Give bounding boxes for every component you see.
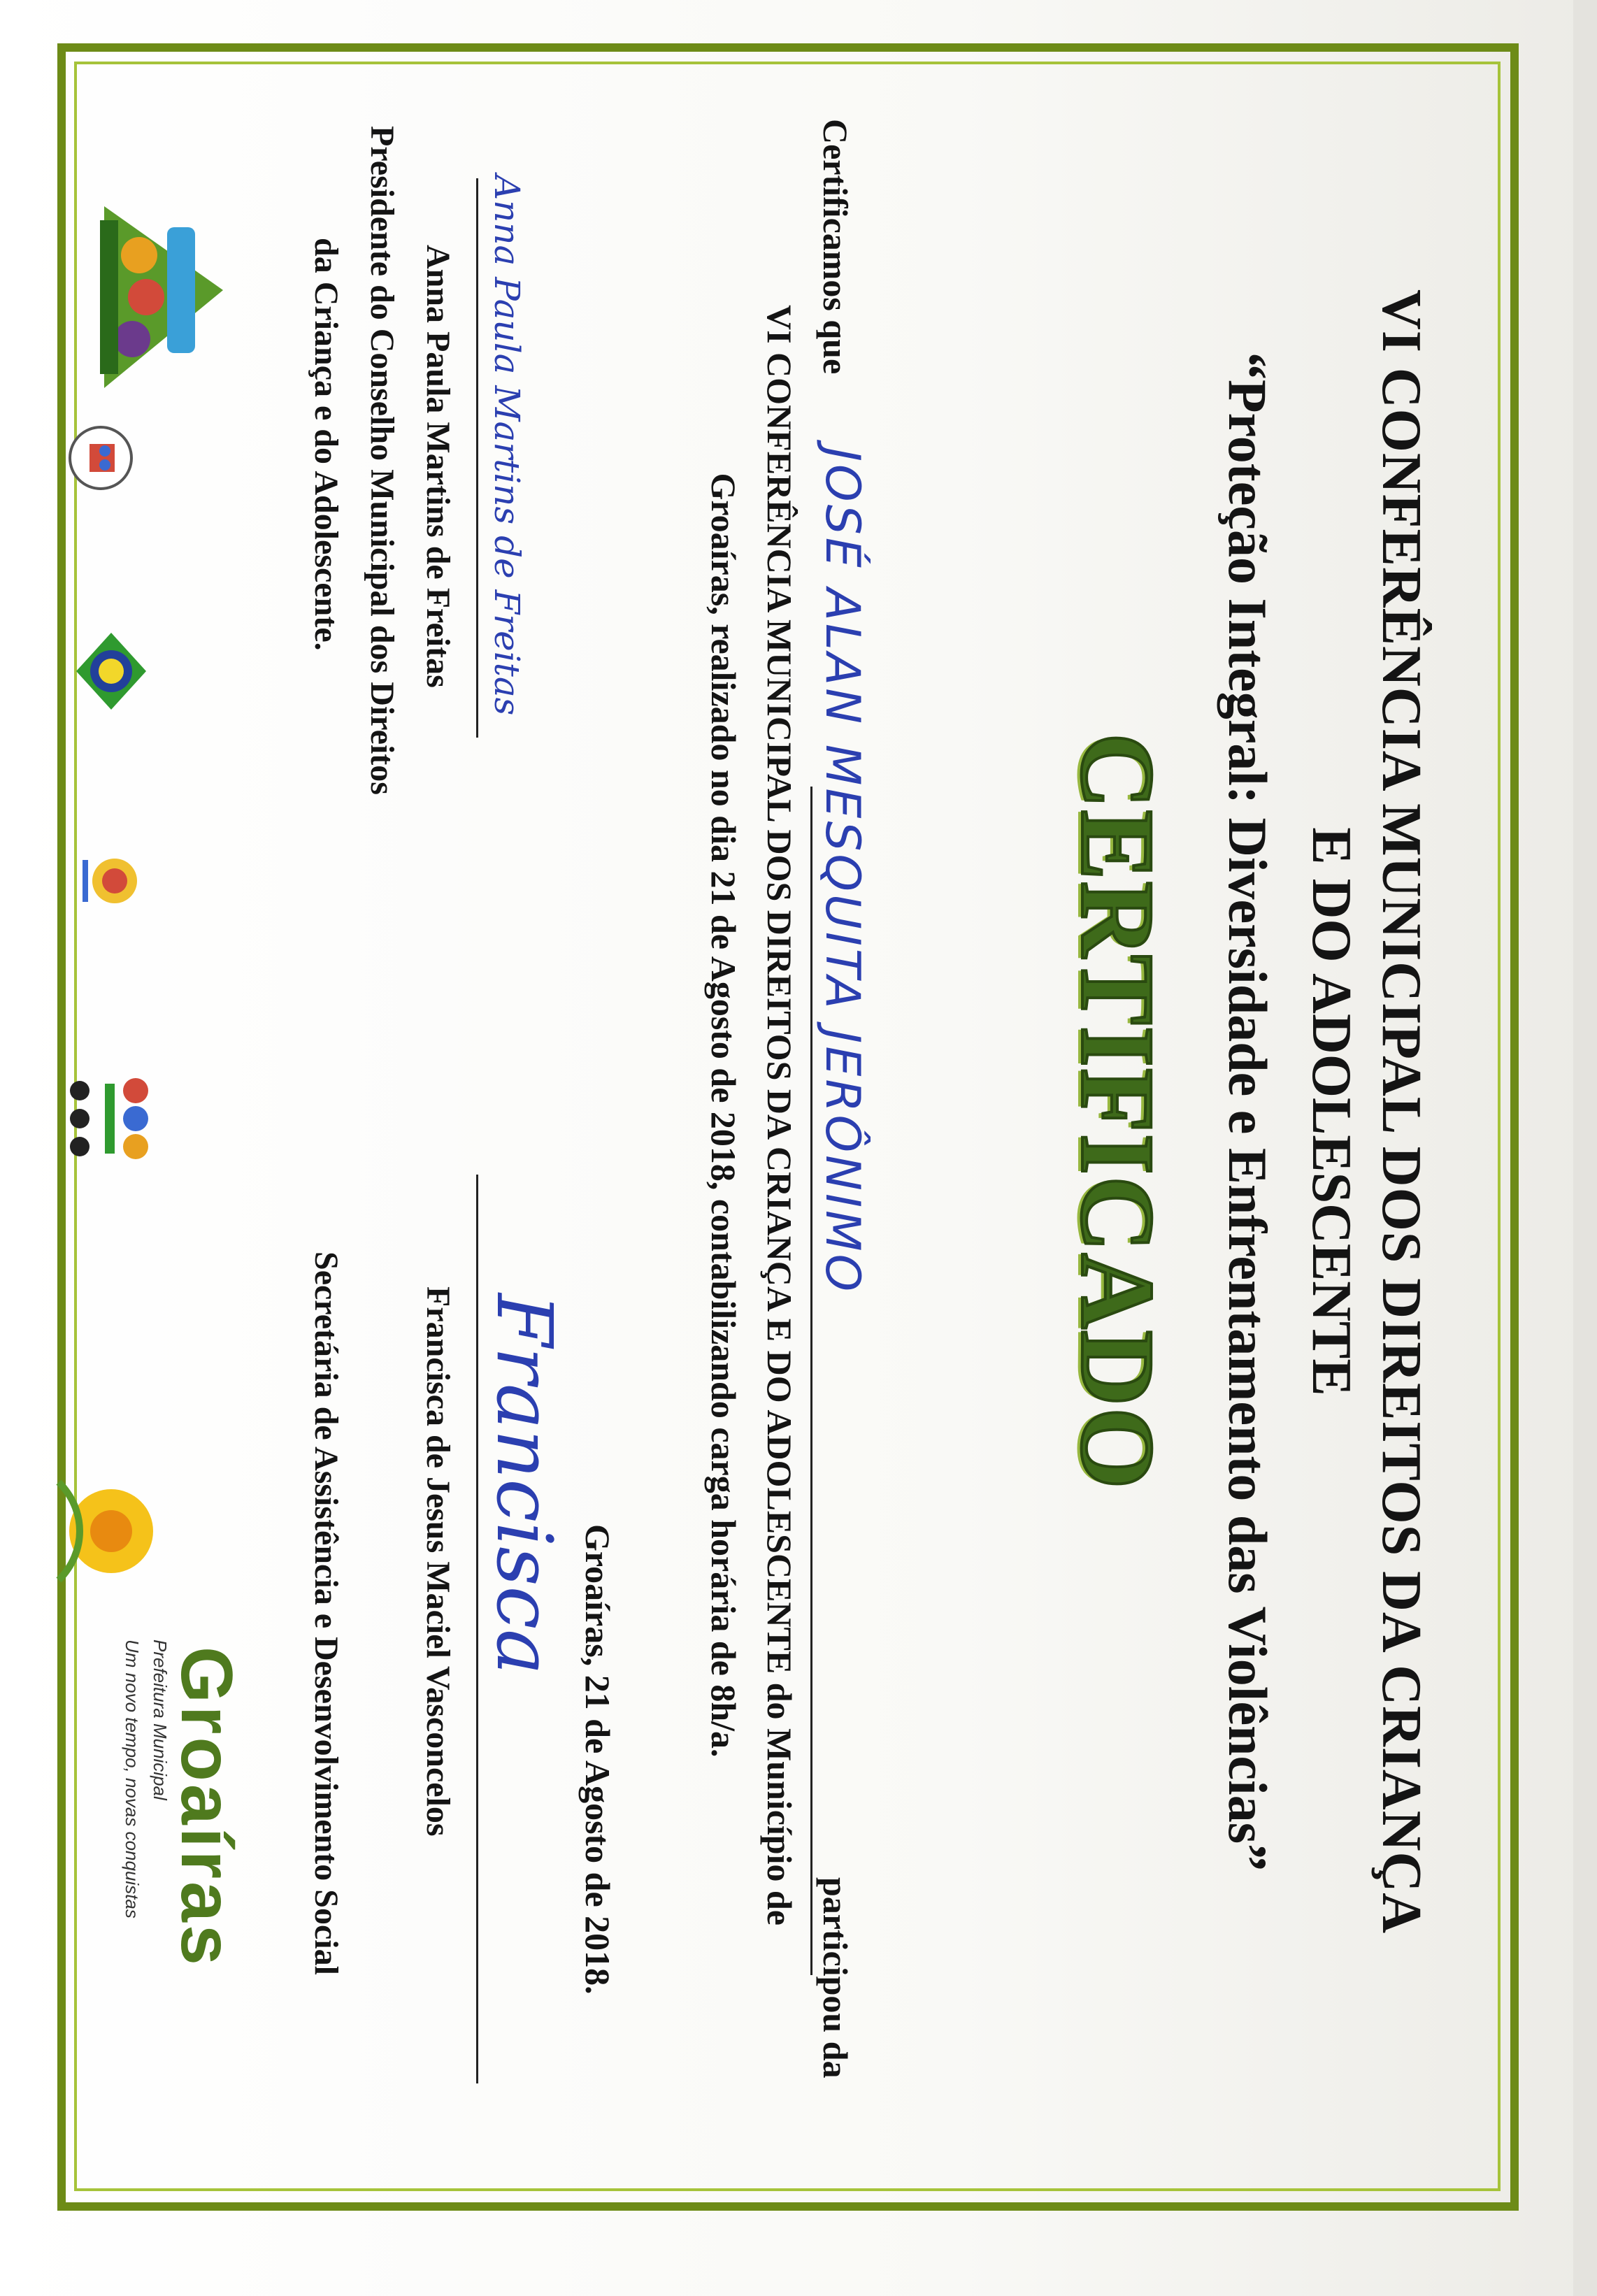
participant-name-handwritten: JOSÉ ALAN MESQUITA JERÔNIMO	[815, 447, 870, 1295]
handwritten-signature-president: Anna Paula Martins de Freitas	[487, 175, 527, 716]
brasil-seal-icon	[73, 629, 150, 713]
place-date: Groaíras, 21 de Agosto de 2018.	[578, 1524, 617, 1995]
participant-name-line	[810, 787, 812, 1975]
signatory-name-secretary: Francisca de Jesus Maciel Vasconcelos	[420, 1286, 457, 1837]
signature-line-secretary	[476, 1175, 478, 2083]
signature-line-president	[476, 178, 478, 738]
unicef-style-logo-icon	[73, 839, 150, 923]
handwritten-signature-secretary: Francisca	[480, 1293, 569, 1675]
prefeitura-tagline: Um novo tempo, novas conquistas	[122, 1640, 143, 1918]
children-logo-icon	[59, 1063, 157, 1168]
sunflower-logo-icon	[52, 1468, 171, 1594]
cmdca-logo-icon	[66, 423, 136, 493]
conference-title-line2: E DO ADOLESCENTE	[1301, 827, 1362, 1396]
conference-logo-icon	[76, 178, 244, 402]
signatory-name-president: Anna Paula Martins de Freitas	[420, 245, 457, 688]
body-suffix: participou da	[816, 1877, 855, 2079]
signatory-role-president-line1: Presidente do Conselho Municipal dos Direitos	[364, 126, 401, 795]
body-line-2: VI CONFERÊNCIA MUNICIPAL DOS DIREITOS DA CRIANÇA E DO ADOLESCENTE do Município de	[760, 304, 799, 1926]
signatory-role-president-line2: da Criança e do Adolescente.	[308, 238, 345, 651]
signatory-role-secretary: Secretária de Assistência e Desenvolvimento Social	[308, 1251, 345, 1975]
conference-theme: “Proteção Integral: Diversidade e Enfrentamento das Violências”	[1217, 352, 1278, 1872]
conference-title-line1: VI CONFERÊNCIA MUNICIPAL DOS DIREITOS DA CRIANÇA	[1370, 289, 1432, 1935]
certificate-heading: CERTIFICADO	[1059, 733, 1175, 1491]
body-prefix: Certificamos que	[816, 119, 855, 375]
body-line-3: Groaíras, realizado no dia 21 de Agosto de 2018, contabilizando carga horária de 8h/a.	[704, 473, 743, 1758]
prefeitura-city-logo: Groaíras	[166, 1646, 247, 1968]
prefeitura-label: Prefeitura Municipal	[150, 1640, 171, 1800]
